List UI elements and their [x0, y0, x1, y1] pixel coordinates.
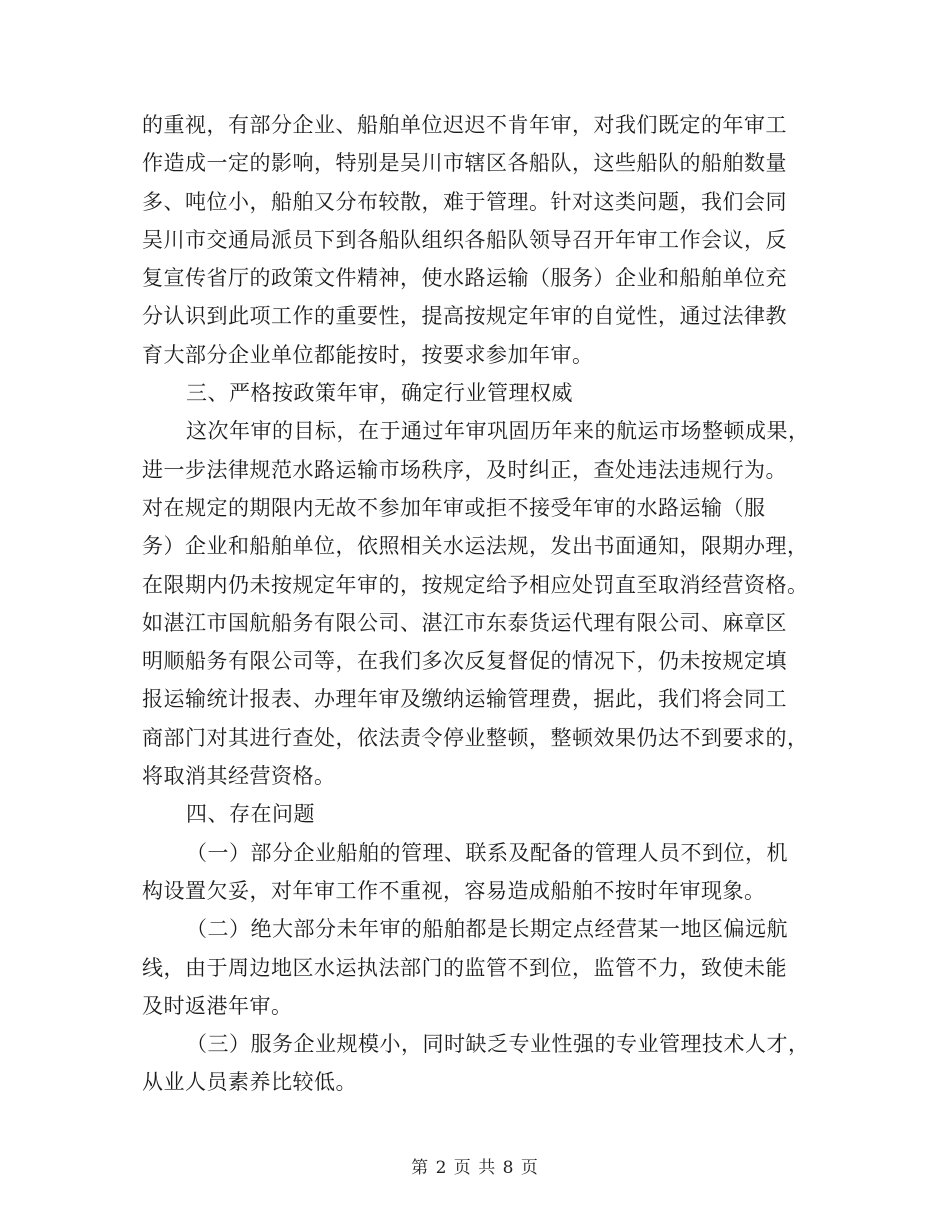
- text-line: 商部门对其进行查处，依法责令停业整顿，整顿效果仍达不到要求的，: [142, 725, 809, 750]
- text-line: 作造成一定的影响，特别是吴川市辖区各船队，这些船队的船舶数量: [142, 151, 787, 176]
- text-line: 及时返港年审。: [142, 993, 293, 1018]
- text-line: 报运输统计报表、办理年审及缴纳运输管理费，据此，我们将会同工: [142, 687, 787, 712]
- body-text: [142, 106, 822, 1102]
- text-line: 构设置欠妥，对年审工作不重视，容易造成船舶不按时年审现象。: [142, 878, 766, 903]
- text-line: 明顺船务有限公司等，在我们多次反复督促的情况下，仍未按规定填: [142, 649, 787, 674]
- text-line: 复宣传省厅的政策文件精神，使水路运输（服务）企业和船舶单位充: [142, 266, 787, 291]
- text-line: 吴川市交通局派员下到各船队组织各船队领导召开年审工作会议，反: [142, 227, 787, 252]
- page-number-footer: 第 2 页 共 8 页: [411, 1158, 539, 1178]
- text-line: 多、吨位小，船舶又分布较散，难于管理。针对这类问题，我们会同: [142, 189, 787, 214]
- text-line: 的重视，有部分企业、船舶单位迟迟不肯年审，对我们既定的年审工: [142, 113, 787, 137]
- text-line: 务）企业和船舶单位，依照相关水运法规，发出书面通知，限期办理，: [142, 534, 809, 559]
- section-heading: 三、严格按政策年审，确定行业管理权威: [186, 381, 573, 406]
- text-line: （三）服务企业规模小，同时缺乏专业性强的专业管理技术人才，: [186, 1032, 810, 1057]
- text-line: 进一步法律规范水路运输市场秩序，及时纠正，查处违法违规行为。: [142, 457, 787, 482]
- text-line: 如湛江市国航船务有限公司、湛江市东泰货运代理有限公司、麻章区: [142, 610, 787, 635]
- text-line: 育大部分企业单位都能按时，按要求参加年审。: [142, 342, 594, 367]
- section-heading: 四、存在问题: [186, 802, 315, 827]
- text-line: （一）部分企业船舶的管理、联系及配备的管理人员不到位，机: [186, 840, 788, 865]
- text-line: （二）绝大部分未年审的船舶都是长期定点经营某一地区偏远航: [186, 917, 788, 942]
- text-line: 将取消其经营资格。: [142, 764, 336, 789]
- text-line: 这次年审的目标，在于通过年审巩固历年来的航运市场整顿成果，: [186, 419, 810, 444]
- text-line: 在限期内仍未按规定年审的，按规定给予相应处罚直至取消经营资格。: [142, 572, 809, 597]
- text-line: 对在规定的期限内无故不参加年审或拒不接受年审的水路运输（服: [142, 495, 766, 520]
- text-line: 线，由于周边地区水运执法部门的监管不到位，监管不力，致使未能: [142, 955, 787, 980]
- text-line: 从业人员素养比较低。: [142, 1070, 357, 1095]
- text-line: 分认识到此项工作的重要性，提高按规定年审的自觉性，通过法律教: [142, 304, 787, 329]
